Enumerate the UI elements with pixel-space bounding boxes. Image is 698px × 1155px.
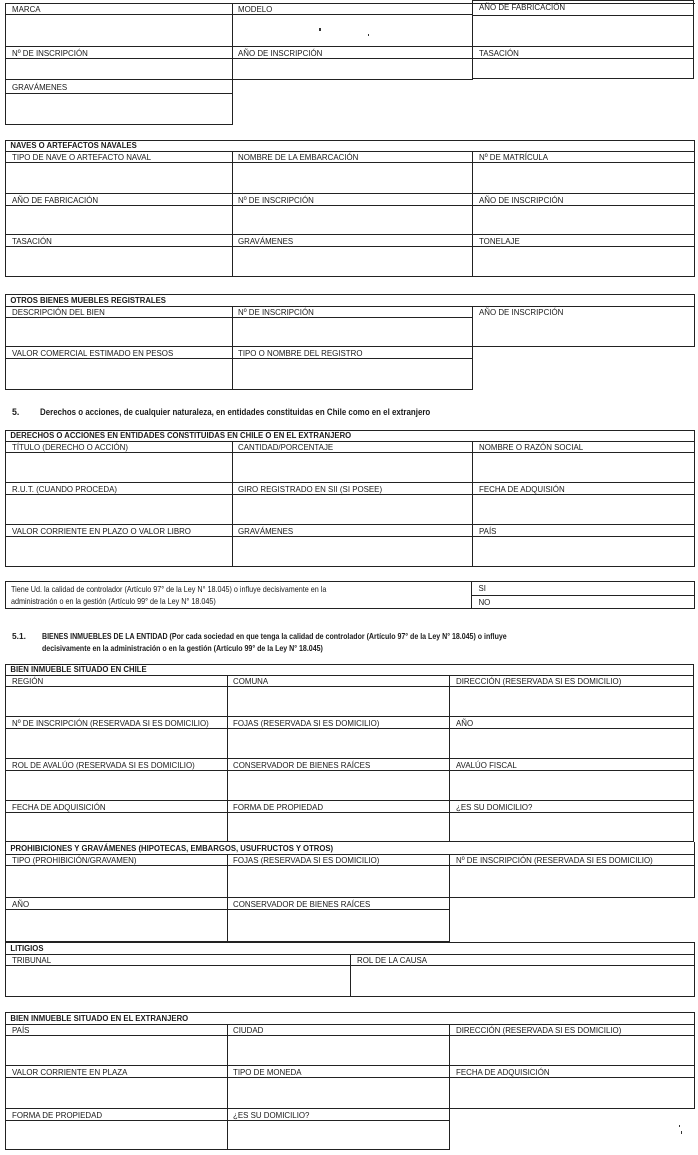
field-direccion-extranjero[interactable] xyxy=(449,1024,695,1066)
field-label: TRIBUNAL xyxy=(12,955,52,965)
field-es-domicilio-chile[interactable] xyxy=(449,801,694,842)
section-title: BIEN INMUEBLE SITUADO EN CHILE xyxy=(10,664,147,674)
field-label: REGIÓN xyxy=(12,676,44,686)
field-label: DIRECCIÓN (RESERVADA SI ES DOMICILIO) xyxy=(456,1025,622,1035)
field-n-inscripcion-prohibicion[interactable] xyxy=(449,854,695,898)
field-modelo[interactable] xyxy=(232,3,473,47)
field-label: GRAVÁMENES xyxy=(12,82,68,92)
section-text-line2: decisivamente en la administración o en la gestión (Artículo 99° de la Ley N° 18.045) xyxy=(42,643,323,653)
field-label: ROL DE LA CAUSA xyxy=(357,955,428,965)
field-conservador-prohibicion[interactable] xyxy=(227,898,450,942)
section-5-heading xyxy=(12,406,692,418)
field-es-domicilio-extranjero[interactable] xyxy=(227,1109,450,1150)
field-razon-social[interactable] xyxy=(472,441,695,483)
field-label: VALOR CORRIENTE EN PLAZA xyxy=(12,1067,128,1077)
field-tipo-registro[interactable] xyxy=(232,347,473,390)
field-label: FOJAS (RESERVADA SI ES DOMICILIO) xyxy=(233,855,380,865)
section-title: BIEN INMUEBLE SITUADO EN EL EXTRANJERO xyxy=(10,1013,189,1023)
field-label: VALOR CORRIENTE EN PLAZO O VALOR LIBRO xyxy=(12,526,191,536)
field-ciudad[interactable] xyxy=(227,1024,450,1066)
field-tasacion-nave[interactable] xyxy=(5,235,233,277)
field-label: Nº DE INSCRIPCIÓN xyxy=(238,307,314,317)
field-label: DESCRIPCIÓN DEL BIEN xyxy=(12,307,105,317)
field-label: GIRO REGISTRADO EN SII (SI POSEE) xyxy=(238,484,383,494)
field-ano-inscripcion-nave[interactable] xyxy=(472,194,695,235)
field-label: TIPO (PROHIBICIÓN/GRAVAMEN) xyxy=(12,855,137,865)
section-title: OTROS BIENES MUEBLES REGISTRALES xyxy=(10,295,166,305)
field-label: GRAVÁMENES xyxy=(238,526,294,536)
section-title: LITIGIOS xyxy=(10,943,44,953)
field-fojas-chile[interactable] xyxy=(227,717,450,759)
section-51-heading xyxy=(12,630,698,654)
field-giro-sii[interactable] xyxy=(232,483,473,525)
field-label: R.U.T. (CUANDO PROCEDA) xyxy=(12,484,117,494)
field-label: TIPO DE MONEDA xyxy=(233,1067,302,1077)
field-tipo-moneda[interactable] xyxy=(227,1066,450,1109)
field-gravamenes-derechos[interactable] xyxy=(232,525,473,567)
section-number: 5. xyxy=(12,407,20,417)
field-label: TONELAJE xyxy=(479,236,520,246)
option-no[interactable]: NO xyxy=(478,597,491,607)
field-label: GRAVÁMENES xyxy=(238,236,294,246)
field-tribunal[interactable] xyxy=(5,954,351,997)
field-label: MARCA xyxy=(12,4,41,14)
field-avaluo-fiscal[interactable] xyxy=(449,759,694,801)
field-label: AÑO DE FABRICACIÓN xyxy=(12,195,99,205)
field-fecha-adquisicion-derechos[interactable] xyxy=(472,483,695,525)
field-label: Nº DE INSCRIPCIÓN xyxy=(12,48,88,58)
section-title: PROHIBICIONES Y GRAVÁMENES (HIPOTECAS, EMBARGOS, USUFRUCTOS Y OTROS) xyxy=(10,843,334,853)
field-label: AÑO xyxy=(12,899,30,909)
field-comuna[interactable] xyxy=(227,675,450,717)
field-tipo-nave[interactable] xyxy=(5,151,233,194)
field-fecha-adquisicion-chile[interactable] xyxy=(5,801,228,842)
field-label: TÍTULO (DERECHO O ACCIÓN) xyxy=(12,442,128,452)
field-label: FORMA DE PROPIEDAD xyxy=(233,802,324,812)
field-gravamenes[interactable] xyxy=(5,80,233,125)
field-label: PAÍS xyxy=(12,1025,30,1035)
field-label: AÑO DE INSCRIPCIÓN xyxy=(238,48,323,58)
field-valor-plaza[interactable] xyxy=(5,1066,228,1109)
field-region[interactable] xyxy=(5,675,228,717)
field-ano-inscripcion-otros[interactable] xyxy=(472,306,695,347)
field-fojas-prohibicion[interactable] xyxy=(227,854,450,898)
field-label: CIUDAD xyxy=(233,1025,264,1035)
field-direccion-chile[interactable] xyxy=(449,675,694,717)
field-ano-prohibicion[interactable] xyxy=(5,898,228,942)
field-label: FECHA DE ADQUISIÓN xyxy=(479,484,565,494)
field-label: FORMA DE PROPIEDAD xyxy=(12,1110,103,1120)
field-label: COMUNA xyxy=(233,676,269,686)
field-nombre-embarcacion[interactable] xyxy=(232,151,473,194)
field-tipo-prohibicion[interactable] xyxy=(5,854,228,898)
section-text: Derechos o acciones, de cualquier naturaleza, en entidades constituidas en Chile como en el extranjero xyxy=(40,407,431,417)
field-n-inscripcion-otros[interactable] xyxy=(232,306,473,347)
field-label: FECHA DE ADQUISICIÓN xyxy=(456,1067,550,1077)
field-label: TASACIÓN xyxy=(12,236,52,246)
field-cantidad-porcentaje[interactable] xyxy=(232,441,473,483)
field-label: TIPO O NOMBRE DEL REGISTRO xyxy=(238,348,363,358)
field-tonelaje[interactable] xyxy=(472,235,695,277)
field-valor-corriente[interactable] xyxy=(5,525,233,567)
field-label: AÑO DE INSCRIPCIÓN xyxy=(479,307,564,317)
field-label: Nº DE INSCRIPCIÓN (RESERVADA SI ES DOMICILIO) xyxy=(456,855,653,865)
field-tasacion[interactable] xyxy=(472,47,694,79)
field-label: FECHA DE ADQUISICIÓN xyxy=(12,802,106,812)
field-fecha-adquisicion-extranjero[interactable] xyxy=(449,1066,695,1109)
field-label: TASACIÓN xyxy=(479,48,519,58)
field-label: Nº DE INSCRIPCIÓN (RESERVADA SI ES DOMICILIO) xyxy=(12,718,209,728)
field-valor-comercial[interactable] xyxy=(5,347,233,390)
field-ano-fabricacion-nave[interactable] xyxy=(5,194,233,235)
field-label: MODELO xyxy=(238,4,273,14)
field-marca[interactable] xyxy=(5,3,233,47)
field-n-inscripcion[interactable] xyxy=(5,47,233,80)
field-label: NOMBRE O RAZÓN SOCIAL xyxy=(479,442,584,452)
field-label: TIPO DE NAVE O ARTEFACTO NAVAL xyxy=(12,152,151,162)
field-titulo[interactable] xyxy=(5,441,233,483)
field-rol-causa[interactable] xyxy=(350,954,695,997)
field-forma-propiedad-chile[interactable] xyxy=(227,801,450,842)
field-ano-inscripcion[interactable] xyxy=(232,47,473,80)
field-label: Nº DE MATRÍCULA xyxy=(479,152,549,162)
field-rut[interactable] xyxy=(5,483,233,525)
field-label: NOMBRE DE LA EMBARCACIÓN xyxy=(238,152,359,162)
field-n-inscripcion-nave[interactable] xyxy=(232,194,473,235)
field-label: CONSERVADOR DE BIENES RAÍCES xyxy=(233,899,371,909)
field-label: PAÍS xyxy=(479,526,497,536)
field-n-inscripcion-chile[interactable] xyxy=(5,717,228,759)
field-label: VALOR COMERCIAL ESTIMADO EN PESOS xyxy=(12,348,174,358)
field-gravamenes-nave[interactable] xyxy=(232,235,473,277)
field-conservador-chile[interactable] xyxy=(227,759,450,801)
field-ano-fabricacion[interactable] xyxy=(472,0,694,47)
field-pais-derechos[interactable] xyxy=(472,525,695,567)
field-label: CANTIDAD/PORCENTAJE xyxy=(238,442,334,452)
field-descripcion-bien[interactable] xyxy=(5,306,233,347)
field-label: AÑO DE INSCRIPCIÓN xyxy=(479,195,564,205)
field-label: ¿ES SU DOMICILIO? xyxy=(233,1110,310,1120)
section-title: DERECHOS O ACCIONES EN ENTIDADES CONSTITUIDAS EN CHILE O EN EL EXTRANJERO xyxy=(10,430,352,440)
section-number: 5.1. xyxy=(12,631,26,641)
option-si[interactable]: SI xyxy=(478,583,486,593)
field-label: AVALÚO FISCAL xyxy=(456,760,517,770)
field-rol-avaluo[interactable] xyxy=(5,759,228,801)
section-title: NAVES O ARTEFACTOS NAVALES xyxy=(10,140,137,150)
field-n-matricula[interactable] xyxy=(472,151,695,194)
field-label: AÑO DE FABRICACIÓN xyxy=(479,2,566,12)
field-label: ¿ES SU DOMICILIO? xyxy=(456,802,533,812)
field-forma-propiedad-extranjero[interactable] xyxy=(5,1109,228,1150)
field-label: ROL DE AVALÚO (RESERVADA SI ES DOMICILIO) xyxy=(12,760,195,770)
field-ano-chile[interactable] xyxy=(449,717,694,759)
field-label: Nº DE INSCRIPCIÓN xyxy=(238,195,314,205)
field-label: DIRECCIÓN (RESERVADA SI ES DOMICILIO) xyxy=(456,676,622,686)
field-label: AÑO xyxy=(456,718,474,728)
question-text: Tiene Ud. la calidad de controlador (Artículo 97° de la Ley N° 18.045) o influye decisivamente en la administración o en la gestión (Artículo 99° de la Ley N° 18.045) xyxy=(11,584,327,606)
section-text-line1: BIENES INMUEBLES DE LA ENTIDAD (Por cada sociedad en que tenga la calidad de controlador (Artículo 97° de la Ley N° 18.045) o influye xyxy=(42,631,507,641)
field-label: CONSERVADOR DE BIENES RAÍCES xyxy=(233,760,371,770)
field-pais-extranjero[interactable] xyxy=(5,1024,228,1066)
field-label: FOJAS (RESERVADA SI ES DOMICILIO) xyxy=(233,718,380,728)
